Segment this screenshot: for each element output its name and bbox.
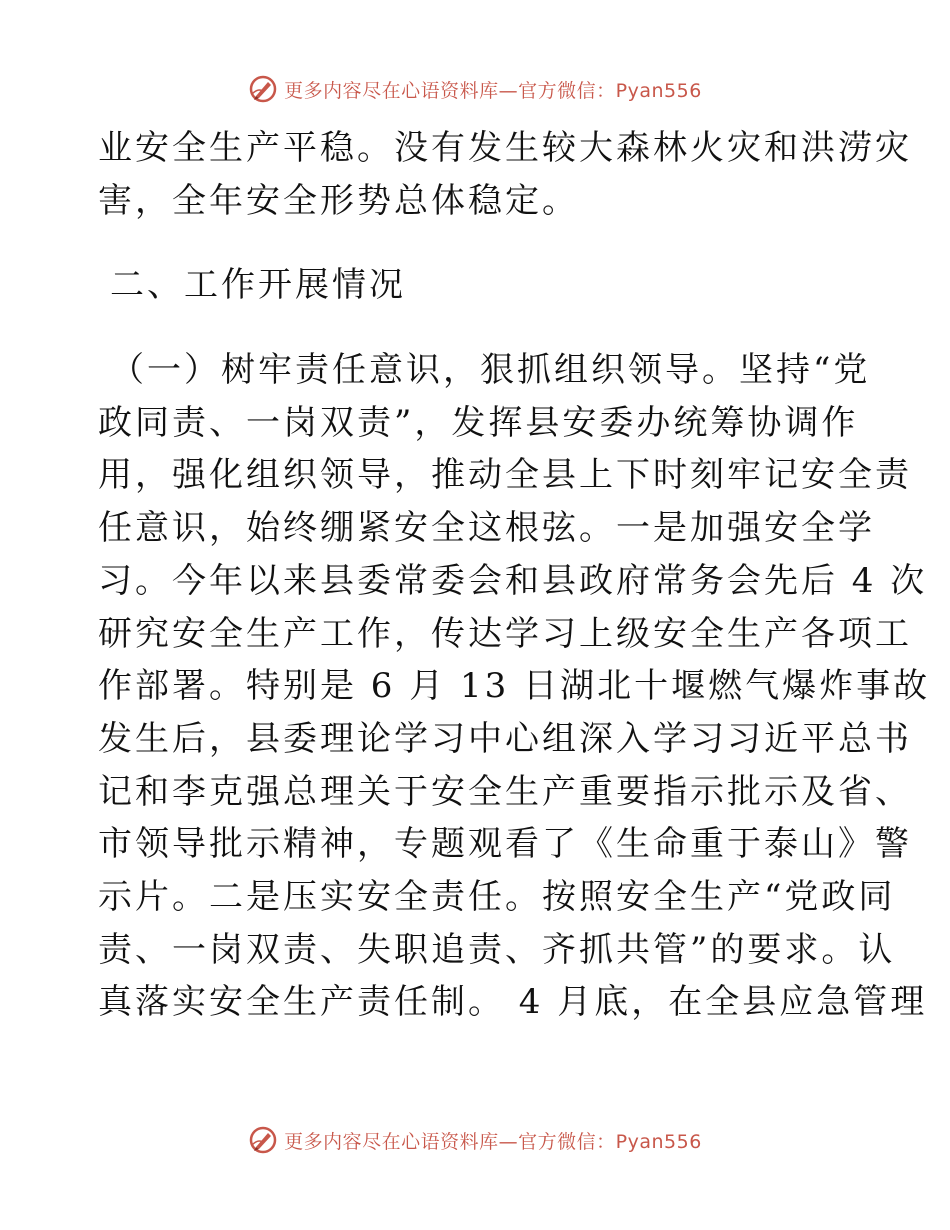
- watermark-text: 更多内容尽在心语资料库—官方微信：Pyan556: [284, 1130, 702, 1153]
- text-line: 责、一岗双责、失职追责、齐抓共管”的要求。认: [98, 929, 896, 970]
- text-line: （一）树牢责任意识，狠抓组织领导。坚持“党: [110, 350, 871, 391]
- text-line: 发生后，县委理论学习中心组深入学习习近平总书: [98, 718, 912, 759]
- paragraph-gap: [98, 315, 868, 347]
- watermark-header: [0, 72, 950, 106]
- text-line: 任意识，始终绷紧安全这根弦。一是加强安全学: [98, 508, 875, 549]
- pen-logo-icon: [248, 1125, 278, 1155]
- section-heading: 二、工作开展情况: [110, 265, 406, 306]
- text-line: 习。今年以来县委常委会和县政府常务会先后 4 次: [98, 560, 928, 601]
- text-line: 害，全年安全形势总体稳定。: [98, 180, 579, 221]
- watermark-text: 更多内容尽在心语资料库—官方微信：Pyan556: [284, 79, 702, 102]
- text-line: 记和李克强总理关于安全生产重要指示批示及省、: [98, 771, 912, 812]
- text-line: 示片。二是压实安全责任。按照安全生产“党政同: [98, 876, 896, 917]
- text-line: 政同责、一岗双责”，发挥县安委办统筹协调作: [98, 402, 859, 443]
- pen-logo-icon: [248, 74, 278, 104]
- watermark-footer: [0, 1123, 950, 1157]
- text-line: 用，强化组织领导，推动全县上下时刻牢记安全责: [98, 455, 912, 496]
- document-body: [98, 125, 931, 1032]
- text-line: 研究安全生产工作，传达学习上级安全生产各项工: [98, 613, 912, 654]
- text-line: 市领导批示精神，专题观看了《生命重于泰山》警: [98, 824, 912, 865]
- text-line: 作部署。特别是 6 月 13 日湖北十堰燃气爆炸事故: [98, 666, 931, 707]
- paragraph-gap: [98, 230, 868, 262]
- text-line: 业安全生产平稳。没有发生较大森林火灾和洪涝灾: [98, 128, 912, 168]
- text-line: 真落实安全生产责任制。 4 月底，在全县应急管理: [98, 982, 928, 1023]
